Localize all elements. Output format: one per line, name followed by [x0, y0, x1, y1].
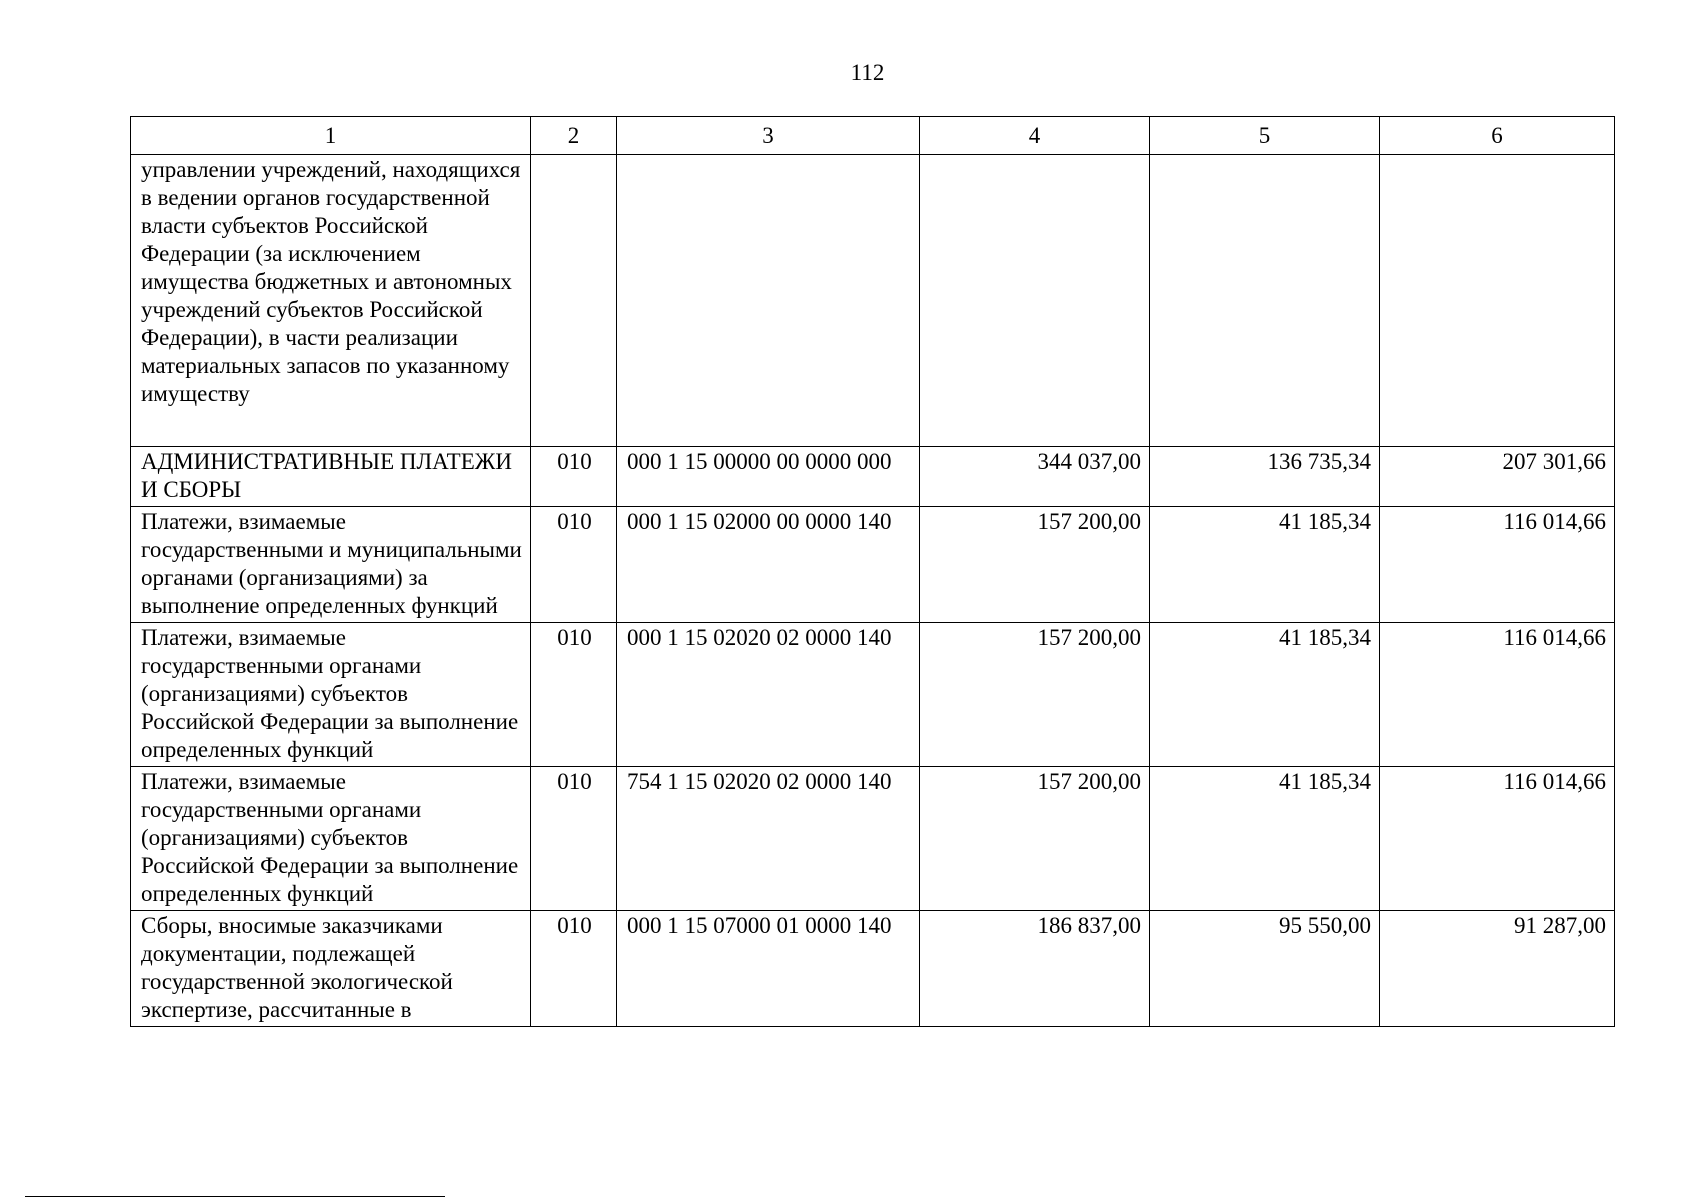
row-line-code-cell: [531, 155, 617, 447]
row-name-cell: Сборы, вносимые заказчиками документации, подлежащей государственной экологической экспертизе, рассчитанные в: [131, 911, 531, 1027]
row-unexecuted-cell: 116 014,66: [1380, 507, 1615, 623]
table-row: [131, 447, 1615, 507]
budget-table: [130, 116, 1615, 1027]
table-row: [131, 507, 1615, 623]
row-line-code-cell: 010: [531, 623, 617, 767]
row-kbk-cell: 000 1 15 07000 01 0000 140: [617, 911, 920, 1027]
page-number: 112: [850, 60, 885, 85]
table-row: [131, 623, 1615, 767]
row-kbk-cell: 000 1 15 00000 00 0000 000: [617, 447, 920, 507]
table-header-row: [131, 117, 1615, 155]
row-name-cell: Платежи, взимаемые государственными и муниципальными органами (организациями) за выполнение определенных функций: [131, 507, 531, 623]
row-approved-cell: 157 200,00: [920, 623, 1150, 767]
row-unexecuted-cell: 116 014,66: [1380, 623, 1615, 767]
table-row: [131, 911, 1615, 1027]
row-unexecuted-cell: 116 014,66: [1380, 767, 1615, 911]
row-approved-cell: [920, 155, 1150, 447]
row-approved-cell: 157 200,00: [920, 767, 1150, 911]
column-header: 4: [920, 117, 1150, 155]
row-name-cell: управлении учреждений, находящихся в ведении органов государственной власти субъектов Российской Федерации (за исключением имущества бюджетных и автономных учреждений субъектов Российской Федерации), в части реализации материальных запасов по указанному имуществу: [131, 155, 531, 447]
row-executed-cell: 95 550,00: [1150, 911, 1380, 1027]
row-kbk-cell: [617, 155, 920, 447]
row-name-cell: Платежи, взимаемые государственными органами (организациями) субъектов Российской Федерации за выполнение определенных функций: [131, 623, 531, 767]
row-executed-cell: [1150, 155, 1380, 447]
column-header: 5: [1150, 117, 1380, 155]
row-unexecuted-cell: [1380, 155, 1615, 447]
row-kbk-cell: 000 1 15 02020 02 0000 140: [617, 623, 920, 767]
row-approved-cell: 186 837,00: [920, 911, 1150, 1027]
row-approved-cell: 344 037,00: [920, 447, 1150, 507]
table-row: [131, 767, 1615, 911]
row-executed-cell: 41 185,34: [1150, 767, 1380, 911]
row-kbk-cell: 000 1 15 02000 00 0000 140: [617, 507, 920, 623]
footnote-divider: [25, 1196, 445, 1197]
column-header: 1: [131, 117, 531, 155]
row-executed-cell: 41 185,34: [1150, 507, 1380, 623]
row-unexecuted-cell: 207 301,66: [1380, 447, 1615, 507]
row-executed-cell: 41 185,34: [1150, 623, 1380, 767]
column-header: 3: [617, 117, 920, 155]
row-line-code-cell: 010: [531, 507, 617, 623]
row-line-code-cell: 010: [531, 911, 617, 1027]
row-line-code-cell: 010: [531, 447, 617, 507]
row-kbk-cell: 754 1 15 02020 02 0000 140: [617, 767, 920, 911]
column-header: 6: [1380, 117, 1615, 155]
row-executed-cell: 136 735,34: [1150, 447, 1380, 507]
row-unexecuted-cell: 91 287,00: [1380, 911, 1615, 1027]
row-name-cell: Платежи, взимаемые государственными органами (организациями) субъектов Российской Федерации за выполнение определенных функций: [131, 767, 531, 911]
table-row: [131, 155, 1615, 447]
row-line-code-cell: 010: [531, 767, 617, 911]
column-header: 2: [531, 117, 617, 155]
row-approved-cell: 157 200,00: [920, 507, 1150, 623]
row-name-cell: АДМИНИСТРАТИВНЫЕ ПЛАТЕЖИ И СБОРЫ: [131, 447, 531, 507]
